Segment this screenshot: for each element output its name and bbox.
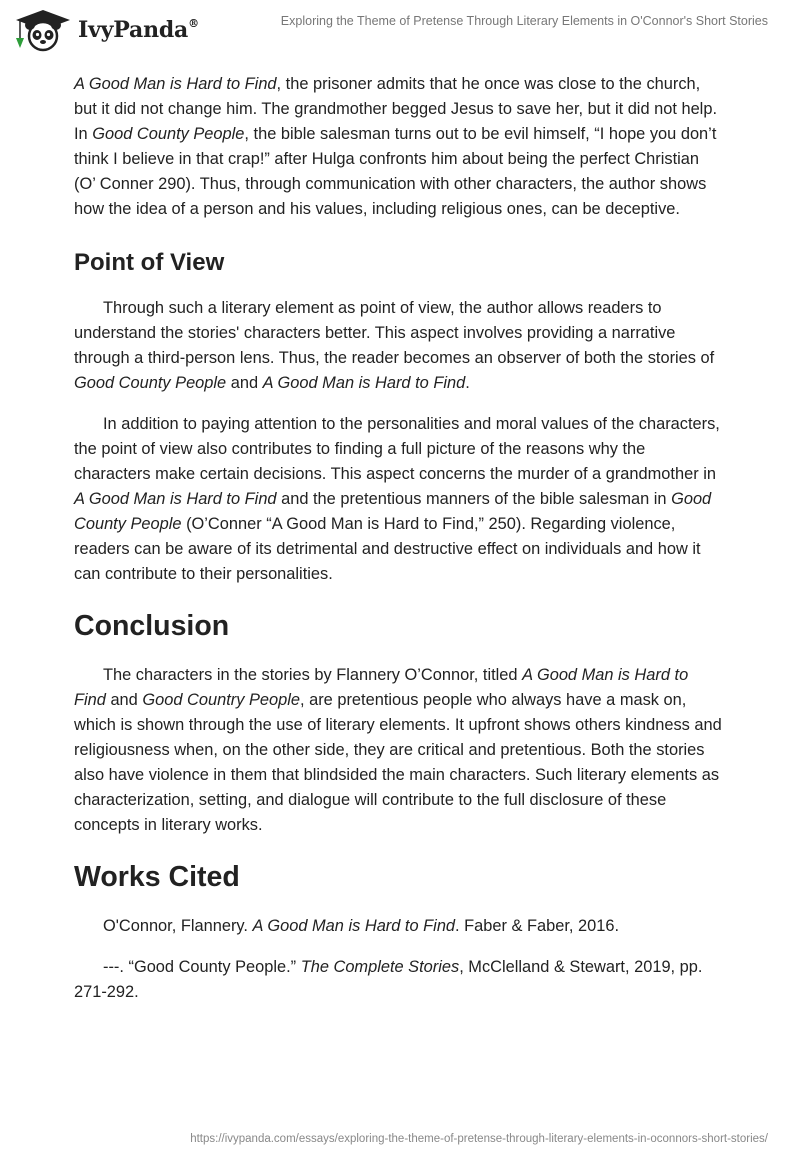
brand-name: IvyPanda® [78,16,199,43]
citation-2: ---. “Good County People.” The Complete Stories, McClelland & Stewart, 2019, pp. 271-292. [74,958,703,1001]
panda-graduate-icon [14,8,72,52]
citation-1: O'Connor, Flannery. A Good Man is Hard to Find. Faber & Faber, 2016. [103,917,620,935]
paragraph-conclusion: The characters in the stories by Flannery O’Connor, titled A Good Man is Hard to Find and Good Country People, are pretentious people who always have a mask on, which is shown through the use of literary elements. It upfront shows others kindness and religiousness when, on the other side, they are critical and pretentious. Both the stories also have violence in them that blindsided the main characters. Such literary elements as characterization, setting, and dialogue will contribute to the full disclosure of these concepts in literary works. [74,666,722,834]
ivypanda-logo[interactable] [14,8,199,52]
document-title: Exploring the Theme of Pretense Through Literary Elements in O'Connor's Short Stories [280,14,768,28]
paragraph-pov-1: Through such a literary element as point of view, the author allows readers to understand the stories' characters better. This aspect involves providing a narrative through a third-person lens. Thus, the reader becomes an observer of both the stories of Good County People and A Good Man is Hard to Find. [74,299,715,392]
paragraph-pov-2: In addition to paying attention to the personalities and moral values of the characters, the point of view also contributes to finding a full picture of the reasons why the characters make certain decisions. This aspect concerns the murder of a grandmother in A Good Man is Hard to Find and the pretentious manners of the bible salesman in Good County People (O’Conner “A Good Man is Hard to Find,” 250). Regarding violence, readers can be aware of its detrimental and destructive effect on individuals and how it can contribute to their personalities. [74,415,720,583]
source-url-link[interactable]: https://ivypanda.com/essays/exploring-the-theme-of-pretense-through-literary-elements-in-oconnors-short-stories/ [190,1133,768,1145]
heading-conclusion: Conclusion [74,610,230,642]
essay-body [74,72,724,1005]
paragraph-intro: A Good Man is Hard to Find, the prisoner admits that he once was close to the church, but it did not change him. The grandmother begged Jesus to save her, but it did not help. In Good County People, the bible salesman turns out to be evil himself, “I hope you don’t think I believe in that crap!” after Hulga confronts him about being the perfect Christian (O’ Conner 290). Thus, through communication with other characters, the author shows how the idea of a person and his values, including religious ones, can be deceptive. [74,75,717,218]
heading-works-cited: Works Cited [74,861,240,893]
heading-point-of-view: Point of View [74,249,225,276]
